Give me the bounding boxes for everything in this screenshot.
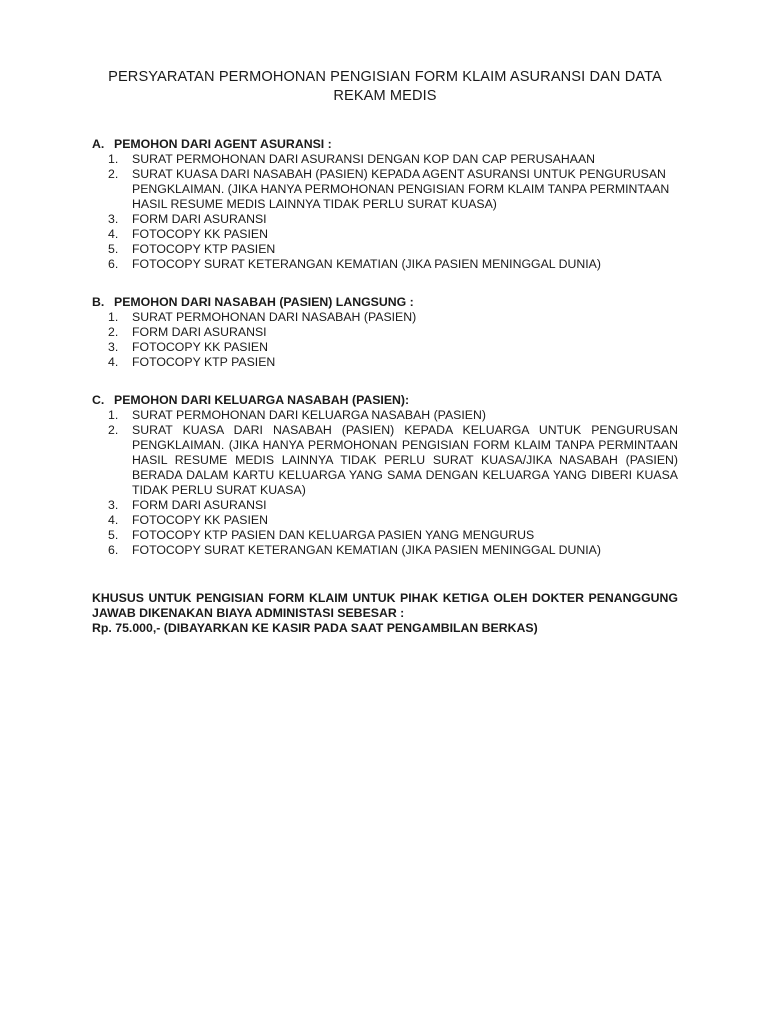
list-item [92, 528, 678, 543]
requirement-list [92, 310, 678, 370]
item-text: SURAT PERMOHONAN DARI NASABAH (PASIEN) [132, 310, 417, 324]
section-title: PEMOHON DARI NASABAH (PASIEN) LANGSUNG : [114, 295, 414, 309]
item-number: 3. [108, 340, 119, 354]
item-text: FORM DARI ASURANSI [132, 498, 267, 512]
section-nasabah-langsung [92, 295, 678, 370]
list-item [92, 212, 678, 227]
item-number: 1. [108, 152, 119, 166]
item-text: FOTOCOPY SURAT KETERANGAN KEMATIAN (JIKA PASIEN MENINGGAL DUNIA) [132, 257, 601, 271]
item-number: 6. [108, 543, 119, 557]
item-text: FOTOCOPY KTP PASIEN [132, 242, 276, 256]
list-item [92, 242, 678, 257]
item-number: 2. [108, 325, 119, 339]
section-agent-asuransi [92, 137, 678, 272]
list-item [92, 257, 678, 272]
item-text: FORM DARI ASURANSI [132, 212, 267, 226]
item-number: 2. [108, 423, 119, 437]
item-number: 2. [108, 167, 119, 181]
item-text: SURAT KUASA DARI NASABAH (PASIEN) KEPADA AGENT ASURANSI UNTUK PENGURUSAN PENGKLAIMAN. (JIKA HANYA PERMOHONAN PENGISIAN FORM KLAIM TANPA PERMINTAAN HASIL RESUME MEDIS LAINNYA TIDAK PERLU SURAT KUASA) [132, 167, 670, 211]
requirement-list [92, 408, 678, 558]
item-number: 4. [108, 513, 119, 527]
section-title: PEMOHON DARI KELUARGA NASABAH (PASIEN): [114, 393, 410, 407]
item-text: FORM DARI ASURANSI [132, 325, 267, 339]
list-item [92, 227, 678, 242]
fee-note-text: KHUSUS UNTUK PENGISIAN FORM KLAIM UNTUK PIHAK KETIGA OLEH DOKTER PENANGGUNG JAWAB DIKENAKAN BIAYA ADMINISTASI SEBESAR : [92, 591, 678, 620]
list-item [92, 167, 678, 212]
item-text: FOTOCOPY KTP PASIEN DAN KELUARGA PASIEN YANG MENGURUS [132, 528, 535, 542]
item-number: 4. [108, 227, 119, 241]
section-heading [92, 295, 678, 310]
item-number: 3. [108, 498, 119, 512]
item-text: SURAT KUASA DARI NASABAH (PASIEN) KEPADA KELUARGA UNTUK PENGURUSAN PENGKLAIMAN. (JIKA HANYA PERMOHONAN PENGISIAN FORM KLAIM TANPA PERMINTAAN HASIL RESUME MEDIS LAINNYA TIDAK PERLU SURAT KUASA/JIKA NASABAH (PASIEN) BERADA DALAM KARTU KELUARGA YANG SAMA DENGAN KELUARGA YANG DIBERI KUASA TIDAK PERLU SURAT KUASA) [132, 423, 678, 497]
list-item [92, 498, 678, 513]
list-item [92, 543, 678, 558]
list-item [92, 310, 678, 325]
section-heading [92, 393, 678, 408]
item-text: SURAT PERMOHONAN DARI KELUARGA NASABAH (PASIEN) [132, 408, 486, 422]
fee-amount: Rp. 75.000,- (DIBAYARKAN KE KASIR PADA SAAT PENGAMBILAN BERKAS) [92, 621, 538, 635]
section-letter: A. [92, 137, 105, 151]
section-keluarga-nasabah [92, 393, 678, 558]
section-heading [92, 137, 678, 152]
list-item [92, 408, 678, 423]
list-item [92, 325, 678, 340]
item-number: 6. [108, 257, 119, 271]
item-text: FOTOCOPY SURAT KETERANGAN KEMATIAN (JIKA PASIEN MENINGGAL DUNIA) [132, 543, 601, 557]
requirement-list [92, 152, 678, 272]
item-text: FOTOCOPY KK PASIEN [132, 340, 268, 354]
list-item [92, 355, 678, 370]
item-text: FOTOCOPY KK PASIEN [132, 227, 268, 241]
section-letter: C. [92, 393, 105, 407]
list-item [92, 513, 678, 528]
item-number: 3. [108, 212, 119, 226]
section-title: PEMOHON DARI AGENT ASURANSI : [114, 137, 332, 151]
item-text: SURAT PERMOHONAN DARI ASURANSI DENGAN KOP DAN CAP PERUSAHAAN [132, 152, 596, 166]
item-number: 5. [108, 528, 119, 542]
item-text: FOTOCOPY KTP PASIEN [132, 355, 276, 369]
item-text: FOTOCOPY KK PASIEN [132, 513, 268, 527]
list-item [92, 340, 678, 355]
item-number: 1. [108, 310, 119, 324]
list-item [92, 152, 678, 167]
item-number: 1. [108, 408, 119, 422]
list-item [92, 423, 678, 498]
page-title: PERSYARATAN PERMOHONAN PENGISIAN FORM KLAIM ASURANSI DAN DATA REKAM MEDIS [108, 69, 662, 104]
section-letter: B. [92, 295, 105, 309]
fee-note [92, 591, 678, 636]
item-number: 5. [108, 242, 119, 256]
document-page [92, 68, 678, 636]
item-number: 4. [108, 355, 119, 369]
